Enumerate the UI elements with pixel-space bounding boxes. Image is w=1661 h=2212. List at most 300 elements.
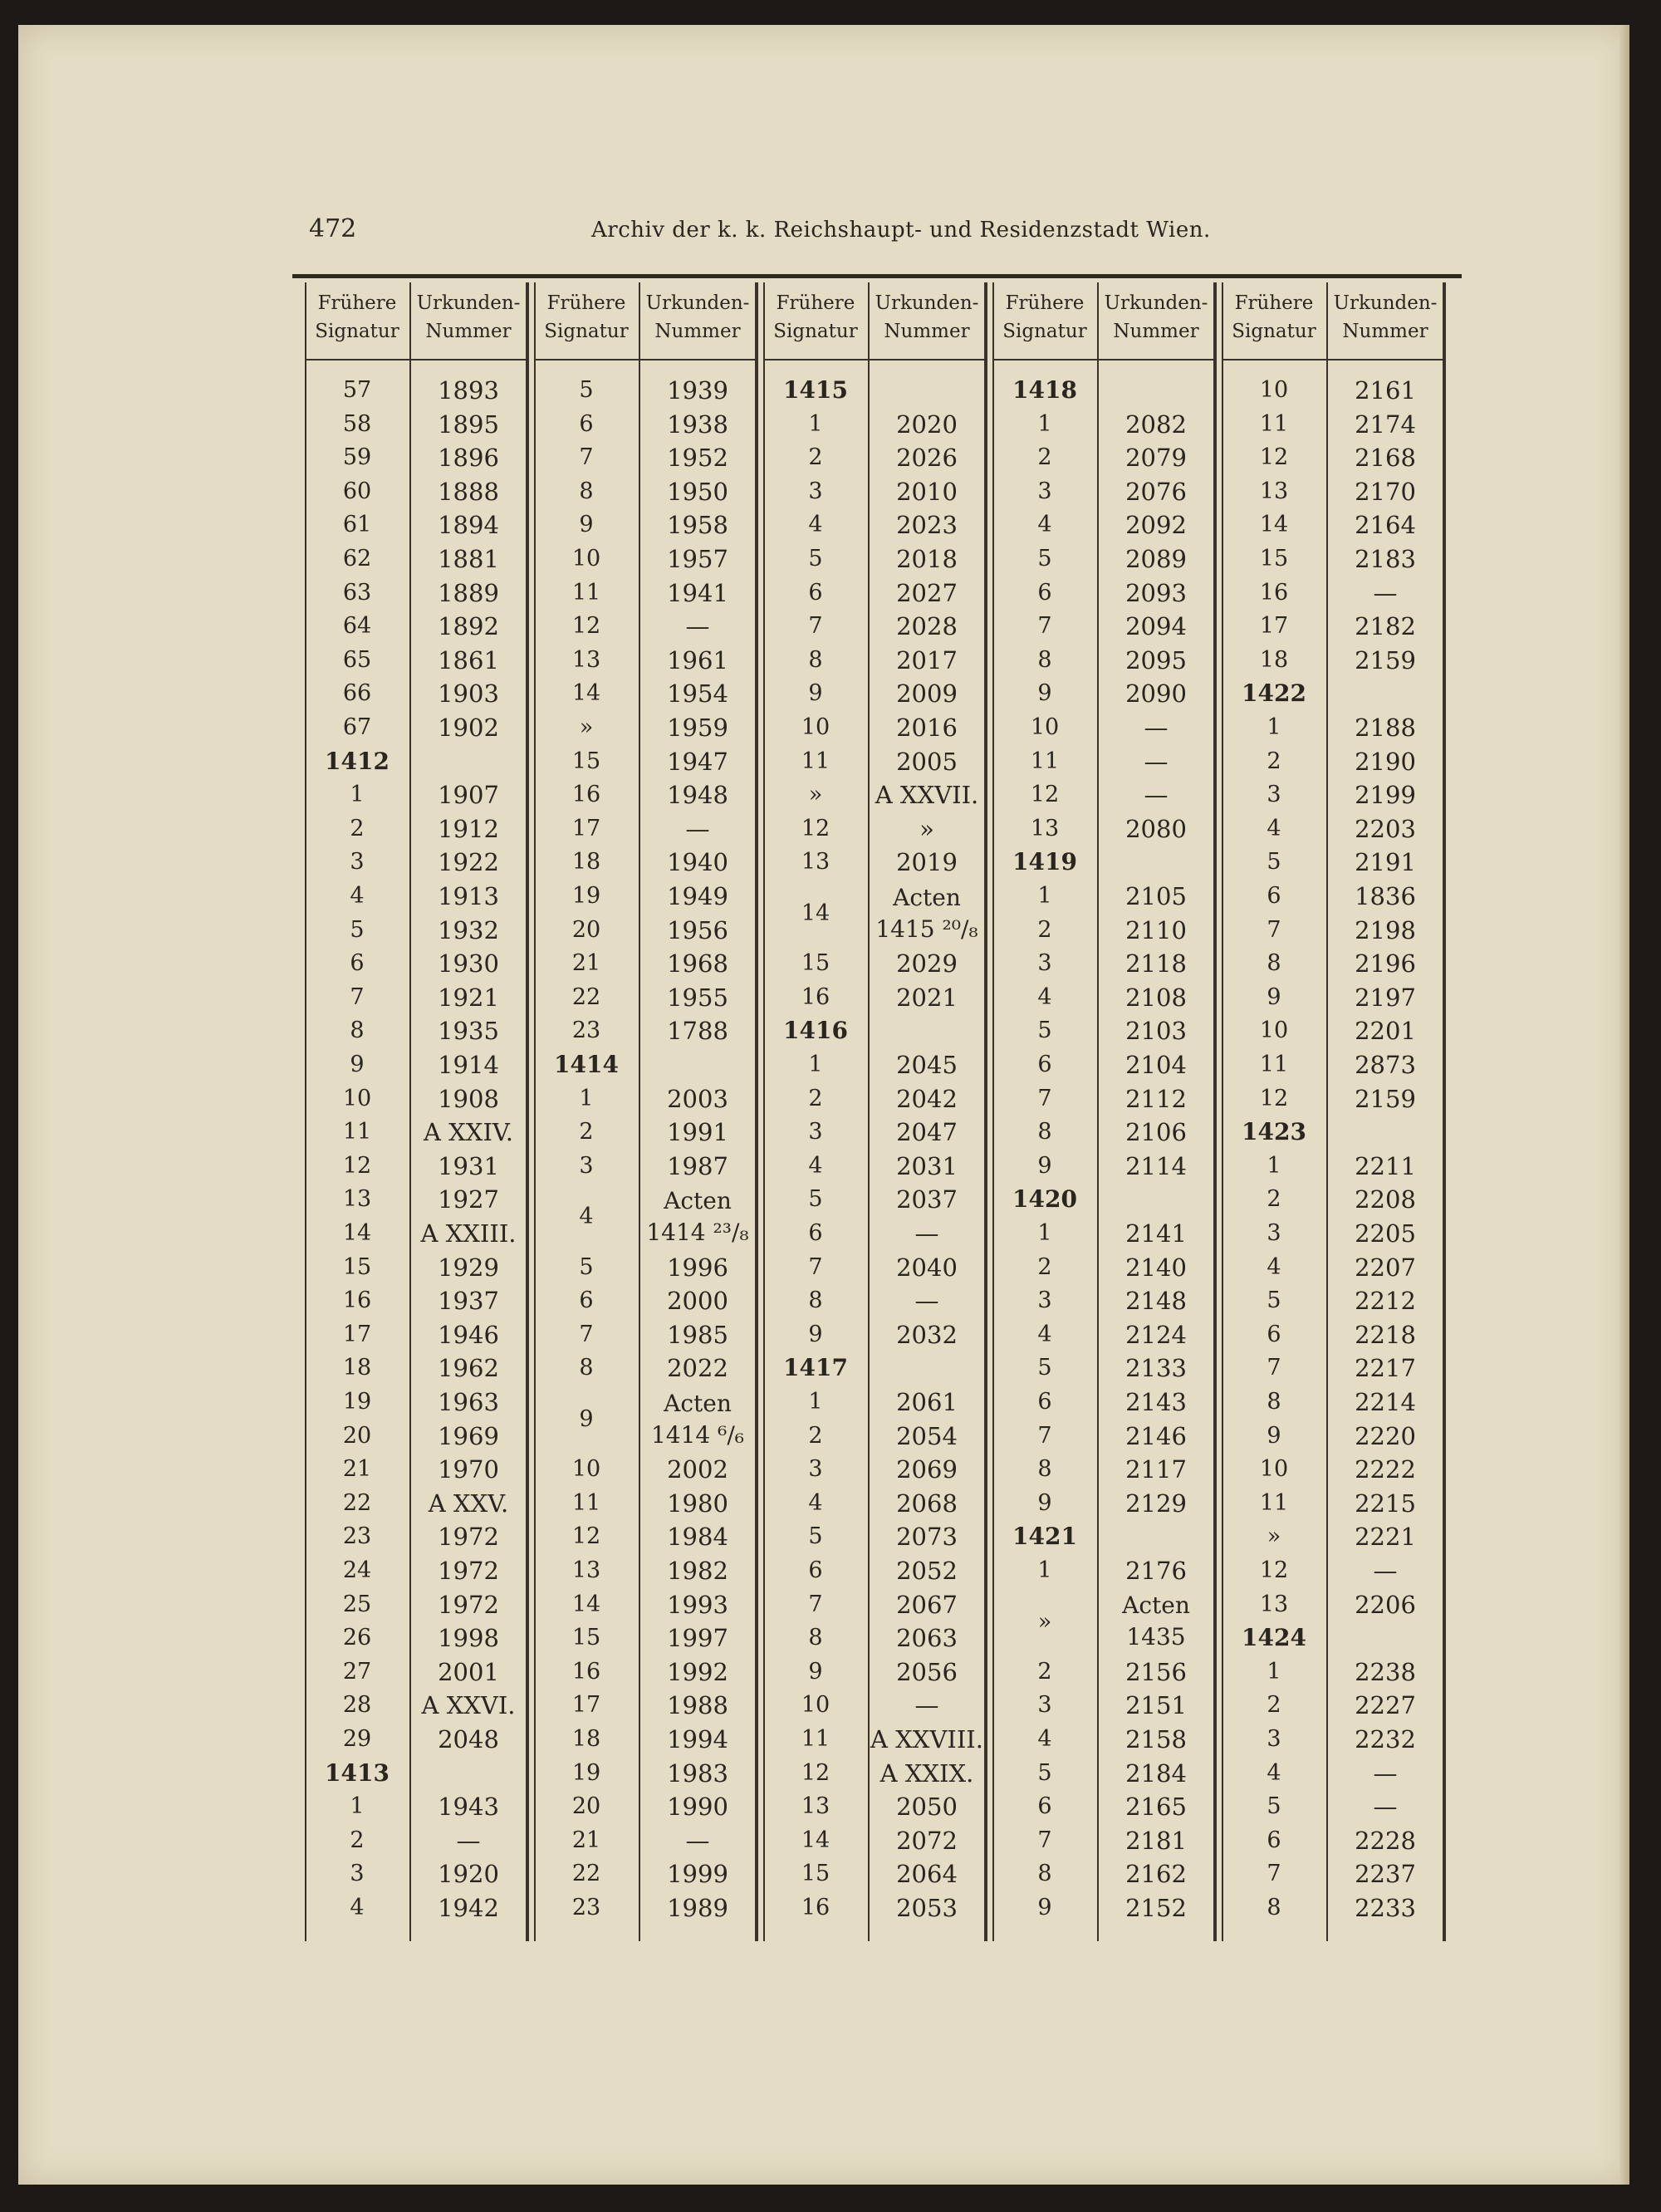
urkunden-nummer-cell: 2105 bbox=[1125, 882, 1187, 910]
urkunden-nummer-cell: 1990 bbox=[667, 1793, 728, 1822]
urkunden-nummer-cell: 2196 bbox=[1355, 949, 1416, 978]
urkunden-nummer-cell: 2218 bbox=[1355, 1320, 1416, 1349]
signatur-cell: 4 bbox=[808, 1489, 823, 1516]
header-urkunden-nummer: Urkunden-Nummer bbox=[1104, 292, 1208, 342]
urkunden-nummer-cell: 2140 bbox=[1125, 1253, 1187, 1282]
signatur-cell: 3 bbox=[350, 1861, 365, 1887]
urkunden-nummer-cell: 2001 bbox=[438, 1657, 499, 1686]
urkunden-nummer-cell: 1982 bbox=[667, 1557, 728, 1585]
urkunden-nummer-cell: — bbox=[685, 612, 710, 641]
signatur-cell: 5 bbox=[1037, 546, 1052, 571]
signatur-cell: 22 bbox=[571, 1861, 601, 1887]
signatur-cell: 65 bbox=[342, 646, 372, 673]
signatur-cell: 1 bbox=[579, 1085, 594, 1111]
signatur-cell: 1 bbox=[808, 1389, 823, 1415]
urkunden-nummer-cell: 2037 bbox=[896, 1185, 958, 1214]
signatur-cell: 11 bbox=[1259, 410, 1289, 437]
header-urkunden-nummer: Urkunden-Nummer bbox=[1333, 292, 1438, 342]
signatur-cell: 22 bbox=[571, 983, 601, 1010]
urkunden-nummer-cell: 1893 bbox=[438, 376, 499, 405]
signatur-cell: 2 bbox=[350, 1827, 365, 1853]
signatur-cell: 7 bbox=[1037, 1827, 1052, 1853]
signatur-cell: 8 bbox=[808, 1287, 823, 1314]
signatur-cell: 26 bbox=[342, 1625, 372, 1651]
column-group-2 bbox=[534, 282, 757, 1941]
signatur-cell: 6 bbox=[808, 1220, 823, 1246]
year-heading: 1416 bbox=[783, 1017, 848, 1045]
signatur-cell: 1 bbox=[1267, 1658, 1281, 1685]
signatur-cell: 2 bbox=[1037, 916, 1052, 943]
signatur-cell: 64 bbox=[342, 613, 372, 640]
urkunden-nummer-cell: 2064 bbox=[896, 1860, 958, 1889]
urkunden-nummer-cell: 2188 bbox=[1355, 714, 1416, 742]
year-heading: 1413 bbox=[325, 1758, 390, 1787]
top-rule bbox=[292, 274, 1462, 278]
urkunden-nummer-cell: 2067 bbox=[896, 1590, 958, 1619]
signatur-cell: 1 bbox=[808, 410, 823, 437]
urkunden-nummer-cell: 1963 bbox=[438, 1388, 499, 1416]
urkunden-nummer-cell: 2069 bbox=[896, 1455, 958, 1484]
signatur-cell: 8 bbox=[350, 1018, 365, 1044]
acten-label: Acten bbox=[664, 1389, 732, 1417]
signatur-cell: 4 bbox=[350, 883, 365, 909]
urkunden-nummer-cell: 2214 bbox=[1355, 1388, 1416, 1416]
urkunden-nummer-cell: 1920 bbox=[438, 1860, 499, 1889]
signatur-cell: 9 bbox=[808, 1321, 823, 1347]
signatur-cell: 8 bbox=[1267, 1895, 1281, 1920]
urkunden-nummer-cell: 1937 bbox=[438, 1287, 499, 1316]
page-edge bbox=[1619, 25, 1629, 2185]
urkunden-nummer-cell: 1954 bbox=[667, 679, 728, 709]
signatur-cell: 15 bbox=[571, 1625, 601, 1651]
urkunden-nummer-cell: 1983 bbox=[667, 1758, 728, 1788]
column-group-3 bbox=[763, 282, 986, 1941]
urkunden-nummer-cell: — bbox=[1144, 714, 1169, 742]
signatur-cell: 12 bbox=[342, 1152, 372, 1179]
urkunden-nummer-cell: 2009 bbox=[896, 679, 958, 709]
urkunden-nummer-cell: 1952 bbox=[667, 444, 728, 473]
header-urkunden-nummer: Urkunden-Nummer bbox=[645, 292, 750, 342]
urkunden-nummer-cell: 1889 bbox=[438, 578, 499, 607]
signatur-cell: 7 bbox=[579, 1321, 594, 1347]
signatur-cell: 6 bbox=[1267, 1321, 1281, 1347]
signatur-cell: 11 bbox=[801, 1726, 830, 1752]
urkunden-nummer-cell: 2026 bbox=[896, 444, 958, 473]
urkunden-nummer-cell: 2002 bbox=[667, 1455, 728, 1484]
signatur-cell: 4 bbox=[1037, 1321, 1052, 1347]
column-group-4 bbox=[992, 282, 1215, 1941]
urkunden-nummer-cell: 1992 bbox=[667, 1657, 728, 1686]
column-header-row bbox=[763, 282, 986, 360]
signatur-cell: 6 bbox=[579, 410, 594, 437]
signatur-cell: 7 bbox=[1267, 1355, 1281, 1381]
signatur-cell: 7 bbox=[1037, 1085, 1052, 1111]
signatur-cell: 14 bbox=[1259, 512, 1289, 538]
signatur-cell: 23 bbox=[571, 1895, 601, 1920]
signatur-cell: 21 bbox=[342, 1456, 372, 1483]
signatur-cell: 4 bbox=[350, 1895, 365, 1920]
signatur-cell: 10 bbox=[1259, 1018, 1289, 1044]
urkunden-nummer-cell: 2141 bbox=[1125, 1219, 1187, 1248]
urkunden-nummer-cell: 2148 bbox=[1125, 1287, 1187, 1316]
urkunden-nummer-cell: 2199 bbox=[1355, 781, 1416, 810]
signatur-cell: 8 bbox=[1267, 1389, 1281, 1415]
urkunden-nummer-cell: 1881 bbox=[438, 545, 499, 573]
signatur-cell: 12 bbox=[801, 1759, 830, 1786]
urkunden-nummer-cell: 2165 bbox=[1125, 1793, 1187, 1822]
signatur-cell: 3 bbox=[1037, 478, 1052, 504]
signatur-cell: 16 bbox=[801, 983, 830, 1010]
signatur-cell: 13 bbox=[571, 646, 601, 673]
signatur-cell: 18 bbox=[571, 1726, 601, 1752]
signatur-cell: 25 bbox=[342, 1591, 372, 1617]
signatur-cell: 6 bbox=[1037, 1793, 1052, 1820]
urkunden-nummer-cell: 2208 bbox=[1355, 1185, 1416, 1214]
signatur-cell: 3 bbox=[808, 1119, 823, 1145]
signatur-cell: 8 bbox=[579, 1355, 594, 1381]
urkunden-nummer-cell: 1942 bbox=[438, 1894, 499, 1922]
signatur-cell: 2 bbox=[1267, 1186, 1281, 1213]
urkunden-nummer-cell: 2133 bbox=[1125, 1354, 1187, 1383]
urkunden-nummer-cell: A XXVII. bbox=[875, 781, 979, 810]
signatur-cell: 7 bbox=[350, 983, 365, 1010]
urkunden-nummer-cell: 2068 bbox=[896, 1489, 958, 1518]
signatur-cell: 9 bbox=[1037, 1152, 1052, 1179]
signatur-cell: 6 bbox=[1267, 1827, 1281, 1853]
urkunden-nummer-cell: 2028 bbox=[896, 612, 958, 641]
signatur-cell: 19 bbox=[571, 883, 601, 909]
urkunden-nummer-cell: 2104 bbox=[1125, 1051, 1187, 1079]
signatur-cell: 21 bbox=[571, 1827, 601, 1853]
urkunden-nummer-cell: 2056 bbox=[896, 1657, 958, 1686]
acten-reference: 1435 bbox=[1126, 1623, 1186, 1651]
urkunden-nummer-cell: 2164 bbox=[1355, 511, 1416, 540]
signatur-cell: 8 bbox=[1037, 1119, 1052, 1145]
urkunden-nummer-cell: 2027 bbox=[896, 578, 958, 607]
urkunden-nummer-cell: — bbox=[1373, 1557, 1398, 1585]
urkunden-nummer-cell: » bbox=[919, 814, 934, 843]
urkunden-nummer-cell: 1998 bbox=[438, 1624, 499, 1653]
urkunden-nummer-cell: 2000 bbox=[667, 1287, 728, 1316]
signatur-cell: » bbox=[579, 714, 594, 740]
urkunden-nummer-cell: 2092 bbox=[1125, 511, 1187, 540]
urkunden-nummer-cell: 2048 bbox=[438, 1725, 499, 1753]
signatur-cell: 63 bbox=[342, 579, 372, 606]
signatur-cell: 58 bbox=[342, 410, 372, 437]
signatur-cell: 16 bbox=[571, 1658, 601, 1685]
signatur-cell: 3 bbox=[1037, 1692, 1052, 1719]
urkunden-nummer-cell: 1913 bbox=[438, 882, 499, 910]
signatur-cell: 67 bbox=[342, 714, 372, 740]
signatur-cell: 9 bbox=[579, 1406, 594, 1432]
urkunden-nummer-cell: 1943 bbox=[438, 1793, 499, 1822]
urkunden-nummer-cell: 2093 bbox=[1125, 578, 1187, 607]
urkunden-nummer-cell: 1895 bbox=[438, 410, 499, 439]
urkunden-nummer-cell: 2090 bbox=[1125, 679, 1187, 709]
signatur-cell: 60 bbox=[342, 478, 372, 504]
signatur-cell: 15 bbox=[1259, 546, 1289, 571]
signatur-cell: 7 bbox=[579, 444, 594, 471]
signatur-cell: 10 bbox=[801, 1692, 830, 1719]
urkunden-nummer-cell: 1892 bbox=[438, 612, 499, 641]
signatur-cell: 17 bbox=[571, 815, 601, 841]
signatur-cell: 2 bbox=[1037, 444, 1052, 471]
signatur-cell: 14 bbox=[571, 1591, 601, 1617]
signatur-cell: 1 bbox=[1037, 1220, 1052, 1246]
signatur-cell: 9 bbox=[1037, 1489, 1052, 1516]
urkunden-nummer-cell: 2110 bbox=[1125, 915, 1187, 944]
signatur-cell: 3 bbox=[1037, 1287, 1052, 1314]
column-group-5 bbox=[1222, 282, 1444, 1941]
urkunden-nummer-cell: 1931 bbox=[438, 1151, 499, 1180]
urkunden-nummer-cell: — bbox=[914, 1287, 939, 1316]
urkunden-nummer-cell: 1836 bbox=[1355, 882, 1416, 910]
urkunden-nummer-cell bbox=[639, 1183, 757, 1250]
acten-label: Acten bbox=[893, 883, 961, 911]
urkunden-nummer-cell: 1972 bbox=[438, 1590, 499, 1619]
signatur-cell: 27 bbox=[342, 1658, 372, 1685]
urkunden-nummer-cell: 2198 bbox=[1355, 915, 1416, 944]
signatur-cell: 3 bbox=[1267, 1220, 1281, 1246]
urkunden-nummer-cell: 2032 bbox=[896, 1320, 958, 1349]
urkunden-nummer-cell: 2182 bbox=[1355, 612, 1416, 641]
urkunden-nummer-cell: 2017 bbox=[896, 645, 958, 674]
urkunden-nummer-cell: 2873 bbox=[1355, 1051, 1416, 1079]
signatur-cell: 8 bbox=[1037, 1861, 1052, 1887]
signatur-cell: 14 bbox=[342, 1220, 372, 1246]
urkunden-nummer-cell: A XXVI. bbox=[421, 1691, 516, 1720]
signatur-cell: » bbox=[1267, 1523, 1281, 1550]
urkunden-nummer-cell: 2206 bbox=[1355, 1590, 1416, 1619]
signatur-cell: » bbox=[808, 782, 823, 808]
signatur-cell: 7 bbox=[1267, 1861, 1281, 1887]
signatur-cell: 2 bbox=[579, 1119, 594, 1145]
urkunden-nummer-cell: — bbox=[685, 1826, 710, 1855]
signatur-cell: 2 bbox=[808, 1085, 823, 1111]
urkunden-nummer-cell: 2170 bbox=[1355, 477, 1416, 506]
urkunden-nummer-cell: 1921 bbox=[438, 983, 499, 1012]
urkunden-nummer-cell: — bbox=[914, 1691, 939, 1720]
signatur-cell: 5 bbox=[1267, 1793, 1281, 1820]
urkunden-nummer-cell: 2076 bbox=[1125, 477, 1187, 506]
urkunden-nummer-cell: 1894 bbox=[438, 511, 499, 540]
urkunden-nummer-cell: A XXIII. bbox=[420, 1219, 517, 1248]
signatur-cell: 6 bbox=[1267, 883, 1281, 909]
urkunden-nummer-cell bbox=[639, 1386, 757, 1453]
signatur-cell: 10 bbox=[801, 714, 830, 740]
signatur-cell: 12 bbox=[1030, 782, 1060, 808]
urkunden-nummer-cell: 2010 bbox=[896, 477, 958, 506]
page-number: 472 bbox=[309, 214, 357, 243]
urkunden-nummer-cell: 2151 bbox=[1125, 1691, 1187, 1720]
signatur-cell: 9 bbox=[579, 512, 594, 538]
urkunden-nummer-cell: A XXIV. bbox=[424, 1118, 513, 1147]
signatur-cell: 22 bbox=[342, 1489, 372, 1516]
signatur-cell: 11 bbox=[1259, 1489, 1289, 1516]
signatur-cell: 11 bbox=[1030, 748, 1060, 774]
column-header-row bbox=[305, 282, 527, 360]
header-fruehere-signatur: Frühere Signatur bbox=[773, 292, 858, 342]
urkunden-nummer-cell: 2040 bbox=[896, 1253, 958, 1282]
signatur-cell: 15 bbox=[342, 1253, 372, 1280]
urkunden-nummer-cell: 1987 bbox=[667, 1151, 728, 1180]
signatur-cell: 16 bbox=[571, 782, 601, 808]
signatur-cell: 4 bbox=[1037, 1726, 1052, 1752]
signatur-cell: 4 bbox=[1267, 815, 1281, 841]
signatur-cell: 7 bbox=[1037, 613, 1052, 640]
urkunden-nummer-cell: 2181 bbox=[1125, 1826, 1187, 1855]
header-fruehere-signatur: Frühere Signatur bbox=[315, 292, 399, 342]
urkunden-nummer-cell: 2031 bbox=[896, 1151, 958, 1180]
signatur-cell: 7 bbox=[808, 1253, 823, 1280]
acten-label: Acten bbox=[664, 1186, 732, 1214]
urkunden-nummer-cell: A XXVIII. bbox=[870, 1725, 983, 1753]
urkunden-nummer-cell: 1788 bbox=[667, 1017, 728, 1046]
signatur-cell: 18 bbox=[1259, 646, 1289, 673]
urkunden-nummer-cell: 1861 bbox=[438, 645, 499, 674]
signatur-cell: 5 bbox=[350, 916, 365, 943]
signatur-cell: 4 bbox=[1037, 983, 1052, 1010]
signatur-cell: 12 bbox=[1259, 444, 1289, 471]
urkunden-nummer-cell: 2159 bbox=[1355, 645, 1416, 674]
urkunden-nummer-cell: 1946 bbox=[438, 1320, 499, 1349]
signatur-cell: 10 bbox=[571, 546, 601, 571]
year-heading: 1412 bbox=[325, 747, 390, 775]
urkunden-nummer-cell: 2168 bbox=[1355, 444, 1416, 473]
urkunden-nummer-cell: 2029 bbox=[896, 949, 958, 978]
urkunden-nummer-cell: 1999 bbox=[667, 1860, 728, 1889]
year-heading: 1415 bbox=[783, 376, 848, 404]
urkunden-nummer-cell: 1972 bbox=[438, 1523, 499, 1552]
signatur-cell: 5 bbox=[579, 1253, 594, 1280]
signatur-cell: 24 bbox=[342, 1557, 372, 1583]
signatur-cell: 1 bbox=[1037, 410, 1052, 437]
urkunden-nummer-cell: 1903 bbox=[438, 679, 499, 709]
signatur-cell: 2 bbox=[1267, 748, 1281, 774]
year-heading: 1422 bbox=[1242, 679, 1306, 708]
urkunden-nummer-cell: 2019 bbox=[896, 848, 958, 877]
signatur-cell: 9 bbox=[1267, 1422, 1281, 1449]
urkunden-nummer-cell: 2042 bbox=[896, 1084, 958, 1113]
urkunden-nummer-cell: 1996 bbox=[667, 1253, 728, 1282]
signatur-cell: 1 bbox=[808, 1052, 823, 1077]
signatur-cell: 4 bbox=[808, 512, 823, 538]
signatur-cell: 14 bbox=[801, 1827, 830, 1853]
signatur-cell: 8 bbox=[579, 478, 594, 504]
signatur-cell: 1 bbox=[1037, 883, 1052, 909]
year-heading: 1420 bbox=[1012, 1185, 1077, 1214]
urkunden-nummer-cell: 1902 bbox=[438, 714, 499, 742]
signatur-cell: 13 bbox=[342, 1186, 372, 1213]
urkunden-nummer-cell: 1991 bbox=[667, 1118, 728, 1147]
urkunden-nummer-cell: 2047 bbox=[896, 1118, 958, 1147]
year-heading: 1419 bbox=[1012, 848, 1077, 876]
urkunden-nummer-cell: 1949 bbox=[667, 882, 728, 910]
signatur-cell: 3 bbox=[350, 849, 365, 875]
urkunden-nummer-cell: 2022 bbox=[667, 1354, 728, 1383]
urkunden-nummer-cell: 2233 bbox=[1355, 1894, 1416, 1922]
signatur-cell: 13 bbox=[801, 1793, 830, 1820]
urkunden-nummer-cell: 2159 bbox=[1355, 1084, 1416, 1113]
signatur-cell: 9 bbox=[808, 1658, 823, 1685]
urkunden-nummer-cell: — bbox=[1144, 781, 1169, 810]
signatur-cell: 6 bbox=[579, 1287, 594, 1314]
header-fruehere-signatur: Frühere Signatur bbox=[544, 292, 629, 342]
urkunden-nummer-cell: 2158 bbox=[1125, 1725, 1187, 1753]
signatur-cell: 29 bbox=[342, 1726, 372, 1752]
urkunden-nummer-cell: 2021 bbox=[896, 983, 958, 1012]
year-heading: 1417 bbox=[783, 1354, 848, 1382]
header-fruehere-signatur: Frühere Signatur bbox=[1002, 292, 1087, 342]
signatur-cell: 2 bbox=[808, 444, 823, 471]
signatur-cell: 1 bbox=[350, 1793, 365, 1820]
urkunden-nummer-cell: — bbox=[1373, 1793, 1398, 1822]
signatur-cell: 3 bbox=[1267, 1726, 1281, 1752]
signatur-cell: 20 bbox=[342, 1422, 372, 1449]
urkunden-nummer-cell: 1912 bbox=[438, 814, 499, 843]
signatur-cell: 13 bbox=[571, 1557, 601, 1583]
signatur-cell: 62 bbox=[342, 546, 372, 571]
signatur-cell: 21 bbox=[571, 950, 601, 977]
urkunden-nummer-cell: 1950 bbox=[667, 477, 728, 506]
signatur-cell: 10 bbox=[1259, 377, 1289, 403]
signatur-cell: 59 bbox=[342, 444, 372, 471]
urkunden-nummer-cell: 2221 bbox=[1355, 1523, 1416, 1552]
urkunden-nummer-cell: 2114 bbox=[1125, 1151, 1187, 1180]
signatur-cell: 5 bbox=[1037, 1759, 1052, 1786]
urkunden-nummer-cell: 2079 bbox=[1125, 444, 1187, 473]
signatur-cell: 14 bbox=[801, 900, 830, 926]
signatur-cell: 2 bbox=[808, 1422, 823, 1449]
signatur-cell: 10 bbox=[1030, 714, 1060, 740]
urkunden-nummer-cell: 1961 bbox=[667, 645, 728, 674]
urkunden-nummer-cell: — bbox=[1144, 747, 1169, 776]
urkunden-nummer-cell: 2232 bbox=[1355, 1725, 1416, 1753]
urkunden-nummer-cell: 1948 bbox=[667, 781, 728, 810]
urkunden-nummer-cell: 1947 bbox=[667, 747, 728, 776]
acten-label: Acten bbox=[1122, 1592, 1190, 1620]
urkunden-nummer-cell: 2212 bbox=[1355, 1287, 1416, 1316]
signatur-cell: 19 bbox=[342, 1389, 372, 1415]
signatur-cell: 15 bbox=[571, 748, 601, 774]
signatur-cell: 17 bbox=[571, 1692, 601, 1719]
signatur-cell: » bbox=[1037, 1608, 1052, 1635]
urkunden-nummer-cell: 2052 bbox=[896, 1557, 958, 1585]
signature-concordance-table bbox=[305, 282, 1451, 1941]
signatur-cell: 9 bbox=[1267, 983, 1281, 1010]
urkunden-nummer-cell: 2143 bbox=[1125, 1388, 1187, 1416]
header-urkunden-nummer: Urkunden-Nummer bbox=[875, 292, 979, 342]
urkunden-nummer-cell: 2176 bbox=[1125, 1557, 1187, 1585]
signatur-cell: 8 bbox=[1037, 646, 1052, 673]
year-heading: 1414 bbox=[554, 1051, 619, 1078]
signatur-cell: 12 bbox=[571, 613, 601, 640]
urkunden-nummer-cell: 2156 bbox=[1125, 1657, 1187, 1686]
signatur-cell: 4 bbox=[808, 1152, 823, 1179]
signatur-cell: 18 bbox=[342, 1355, 372, 1381]
urkunden-nummer-cell: 1984 bbox=[667, 1523, 728, 1552]
urkunden-nummer-cell: 2237 bbox=[1355, 1860, 1416, 1889]
urkunden-nummer-cell: 2089 bbox=[1125, 545, 1187, 573]
urkunden-nummer-cell: 1989 bbox=[667, 1894, 728, 1922]
signatur-cell: 1 bbox=[1267, 1152, 1281, 1179]
signatur-cell: 61 bbox=[342, 512, 372, 538]
year-heading: 1421 bbox=[1012, 1523, 1077, 1551]
signatur-cell: 13 bbox=[1030, 815, 1060, 841]
urkunden-nummer-cell: 2020 bbox=[896, 410, 958, 439]
signatur-cell: 7 bbox=[1267, 916, 1281, 943]
signatur-cell: 9 bbox=[808, 680, 823, 707]
